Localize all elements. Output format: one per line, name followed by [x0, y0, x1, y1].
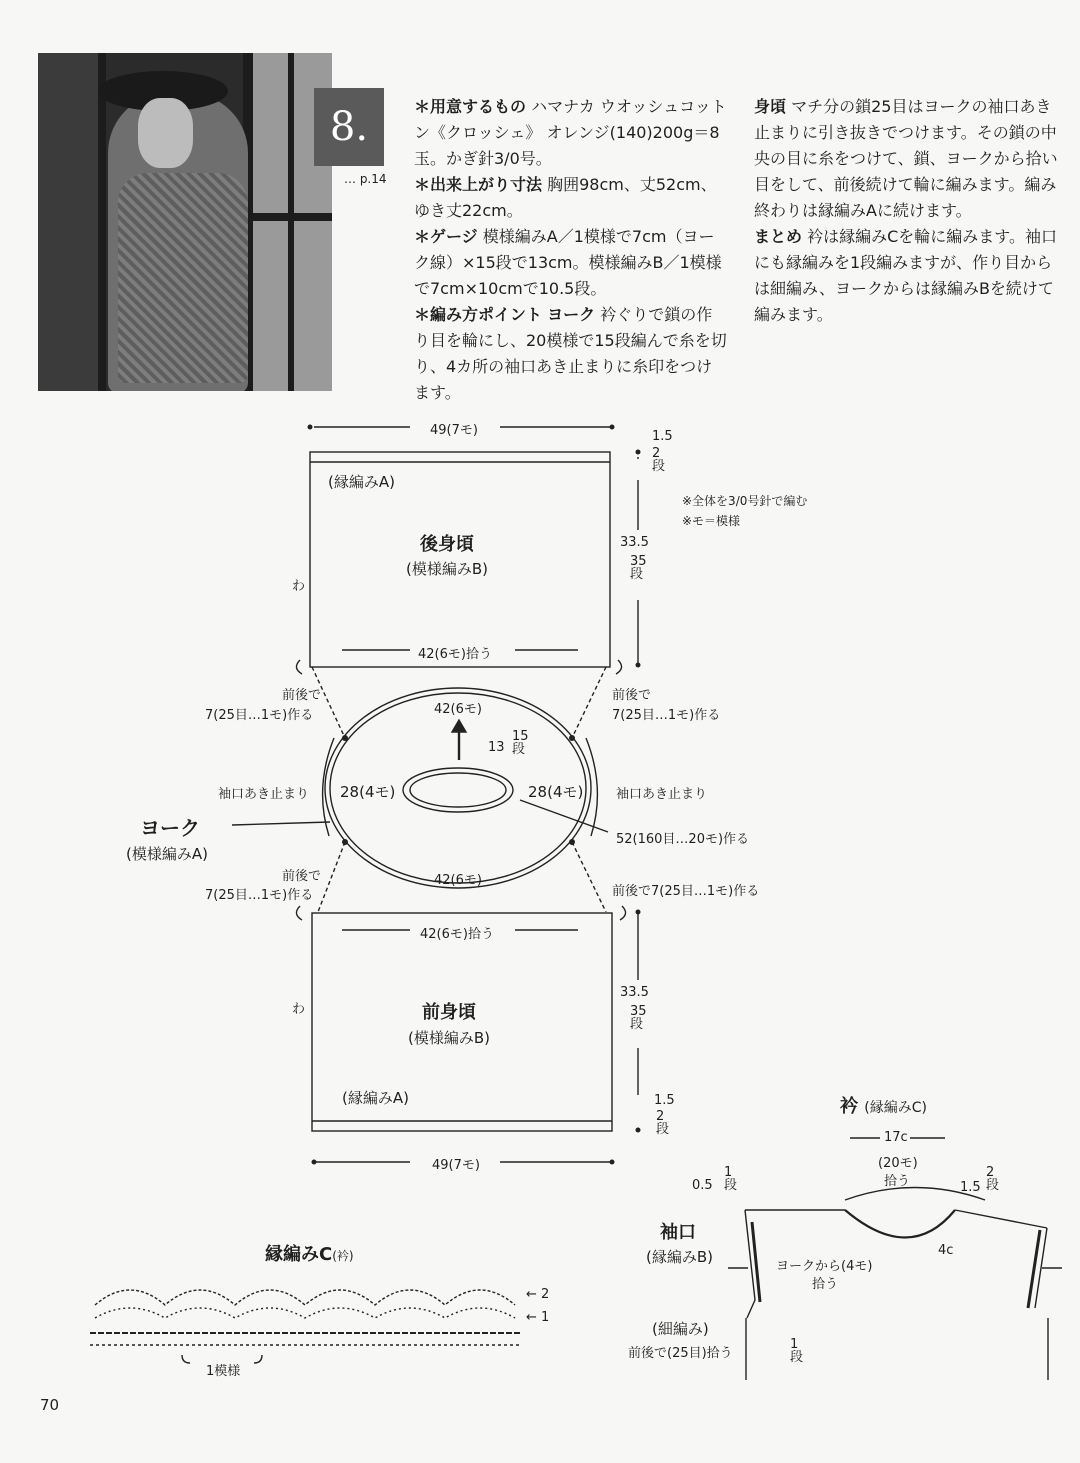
gusset-top-left-1: 前後で [282, 688, 322, 703]
back-pickup-label: 42(6モ)拾う [418, 647, 492, 662]
collar-title [840, 1092, 927, 1118]
gusset-top-right-1: 前後で [612, 688, 652, 703]
chart-c-title-text: 縁編みC [265, 1244, 333, 1265]
yoke-depth-label: 13 [488, 740, 505, 755]
sleeve-from-yoke2: 拾う [812, 1277, 839, 1292]
collar-title-text: 衿 [840, 1096, 858, 1117]
chart-c-repeat: 1模様 [206, 1364, 241, 1379]
gauge-text: 模様編みA／1模様で7cm（ヨーク線）×15段で13cm。模様編みB／1模様で7cm×10cmで10.5段。 [414, 227, 722, 298]
yoke-left-label: 28(4モ) [340, 783, 396, 801]
gusset-bottom-left-2: 7(25目…1モ)作る [205, 888, 314, 903]
finish-text: 衿は縁編みCを輪に編みます。袖口にも縁編みを1段編みますが、作り目からは細編み、ヨークからは縁編みBを続けて編みます。 [754, 227, 1058, 324]
finish-heading: まとめ [754, 227, 803, 246]
front-edge-label: (縁編みA) [342, 1089, 409, 1107]
back-h2-label: 33.5 [620, 535, 649, 550]
collar-pickup-label: (20モ) [878, 1156, 918, 1171]
collar-depth-label: 4c [938, 1243, 954, 1258]
body-heading: 身頃 [754, 97, 787, 116]
chart-c-row-1: ← 1 [526, 1310, 550, 1325]
yoke-title: ヨーク [140, 816, 200, 840]
yoke-bottom-label: 42(6モ) [434, 873, 482, 888]
back-h1-rows: 2段 [652, 446, 666, 474]
back-edge-label: (縁編みA) [328, 473, 395, 491]
collar-right-label: 1.5 [960, 1180, 981, 1195]
gusset-bottom-right: 前後で7(25目…1モ)作る [612, 884, 760, 899]
materials-text: ハマナカ ウオッシュコットン《クロッシェ》 オレンジ(140)200g＝8玉。かぎ針3/0号。 [414, 97, 727, 168]
chart-c-row-2-num: 2 [541, 1287, 550, 1302]
back-h1-label: 1.5 [652, 429, 673, 444]
page-number: 70 [40, 1396, 60, 1414]
front-h1-label: 1.5 [654, 1093, 675, 1108]
armhole-right-label: 袖口あき止まり [616, 787, 708, 802]
gusset-top-right-2: 7(25目…1モ)作る [612, 708, 721, 723]
sleeve-from-yoke: ヨークから(4モ) [776, 1259, 873, 1274]
materials-heading: ＊用意するもの [414, 97, 527, 116]
front-body-subtitle: (模様編みB) [408, 1029, 490, 1047]
yoke-subtitle: (模様編みA) [126, 845, 208, 863]
body-text: マチ分の鎖25目はヨークの袖口あき止まりに引き抜きでつけます。その鎖の中央の目に糸をつけて、鎖、ヨークから拾い目をして、前後続けて輪に編みます。編み終わりは縁編みAに続けます。 [754, 97, 1058, 220]
collar-left-rows: 1段 [724, 1165, 738, 1193]
chart-c-row-1-num: 1 [541, 1310, 550, 1325]
collar-right-rows: 2段 [986, 1165, 1000, 1193]
chart-c-row-2: ← 2 [526, 1287, 550, 1302]
front-h2-rows: 35段 [630, 1004, 647, 1032]
note-1: ※全体を3/0号針で編む [682, 494, 808, 508]
collar-title-sub: (縁編みC) [864, 1100, 927, 1116]
yoke-depth-rows: 15段 [512, 729, 529, 757]
size-text: 胸囲98cm、丈52cm、ゆき丈22cm。 [414, 175, 717, 220]
yoke-top-label: 42(6モ) [434, 702, 482, 717]
collar-width-label: 17c [884, 1130, 908, 1145]
sleeve-sc-label: (細編み) [652, 1320, 709, 1338]
yoke-heading: ヨーク [547, 305, 596, 324]
front-h2-label: 33.5 [620, 985, 649, 1000]
collar-pickup2-label: 拾う [884, 1174, 911, 1189]
size-heading: ＊出来上がり寸法 [414, 175, 543, 194]
sleeve-subtitle: (縁編みB) [646, 1248, 713, 1266]
front-body-title: 前身頃 [422, 1002, 476, 1023]
chart-c-title-sub: (衿) [332, 1249, 354, 1263]
back-loop-label: わ [292, 579, 306, 594]
gauge-heading: ＊ゲージ [414, 227, 478, 246]
page-reference: … p.14 [344, 172, 387, 186]
gusset-top-left-2: 7(25目…1モ)作る [205, 708, 314, 723]
armhole-left-label: 袖口あき止まり [218, 787, 310, 802]
yoke-right-label: 28(4モ) [528, 783, 584, 801]
sleeve-sc-rows: 1段 [790, 1337, 804, 1365]
note-2: ※モ＝模様 [682, 514, 741, 528]
back-body-title: 後身頃 [420, 534, 474, 555]
gusset-bottom-left-1: 前後で [282, 869, 322, 884]
back-h2-rows: 35段 [630, 554, 647, 582]
sleeve-sc-pickup: 前後で(25目)拾う [628, 1346, 733, 1361]
yoke-cast-on-label: 52(160目…20モ)作る [616, 832, 750, 847]
pattern-number: 8. [314, 88, 384, 166]
front-h1-rows: 2段 [656, 1109, 670, 1137]
front-width-label: 49(7モ) [432, 1158, 480, 1173]
sleeve-title: 袖口 [660, 1222, 696, 1243]
front-loop-label: わ [292, 1002, 306, 1017]
front-pickup-label: 42(6モ)拾う [420, 927, 494, 942]
yoke-text: 衿ぐりで鎖の作り目を輪にし、20模様で15段編んで糸を切り、4カ所の袖口あき止まりに糸印をつけます。 [414, 305, 727, 402]
points-heading: ＊編み方ポイント [414, 305, 543, 324]
collar-left-label: 0.5 [692, 1178, 713, 1193]
back-width-label: 49(7モ) [430, 423, 478, 438]
back-body-subtitle: (模様編みB) [406, 560, 488, 578]
chart-c-title [265, 1240, 354, 1266]
